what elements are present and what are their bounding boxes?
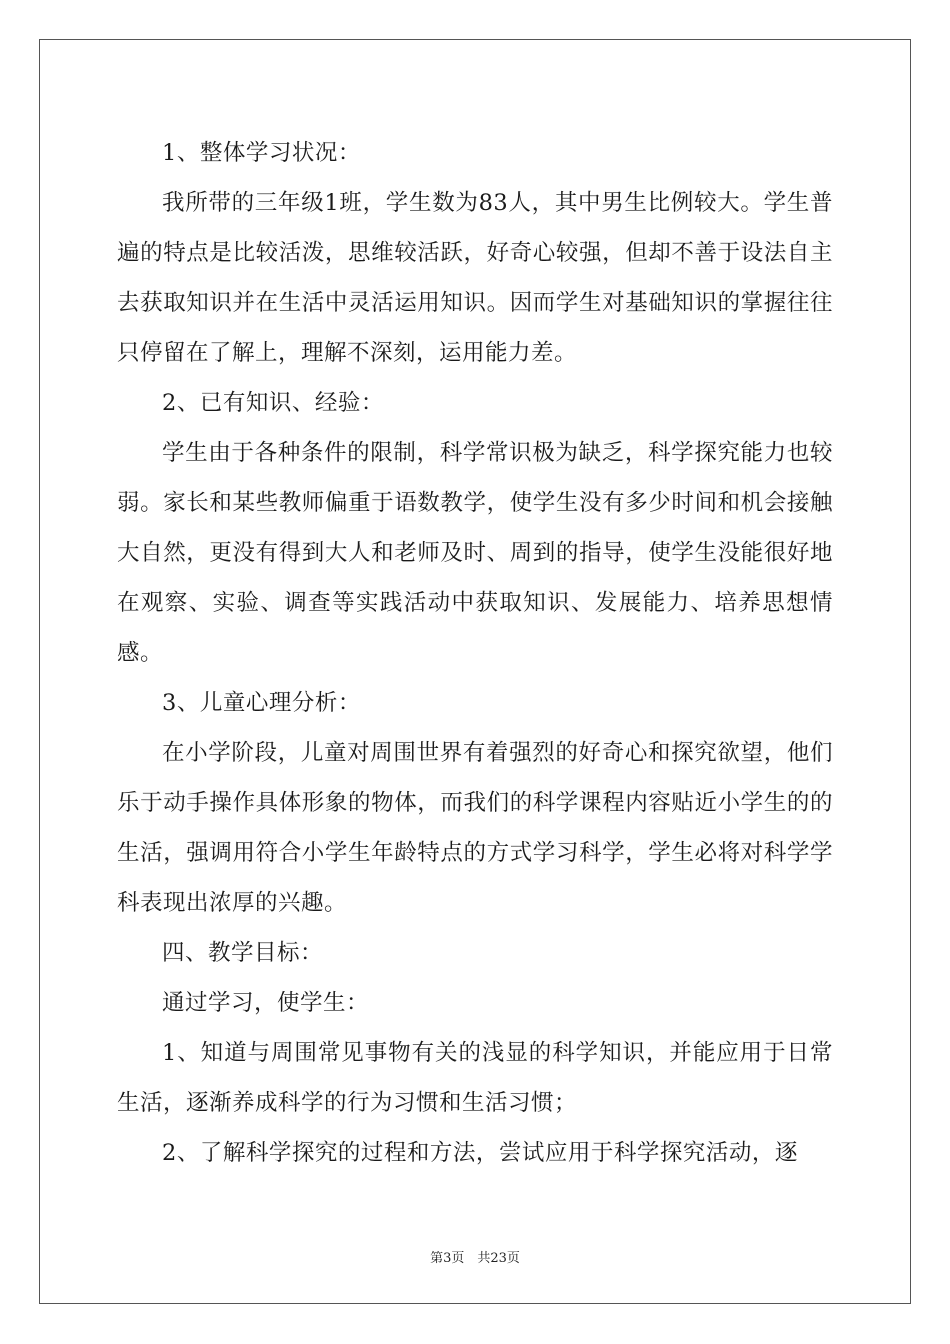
paragraph-heading-overall-status: 1、整体学习状况：	[162, 140, 361, 166]
paragraph-goal-1: 1、知道与周围常见事物有关的浅显的科学知识，并能应用于日常生活，逐渐养成科学的行为习惯和生活习惯；	[117, 1040, 833, 1116]
paragraph-heading-teaching-goals: 四、教学目标：	[162, 940, 324, 966]
paragraph-heading-prior-knowledge: 2、已有知识、经验：	[162, 390, 384, 416]
paragraph-heading-psychology: 3、儿童心理分析：	[162, 690, 361, 716]
paragraph-goals-intro: 通过学习，使学生：	[162, 990, 370, 1016]
paragraph-psychology: 在小学阶段，儿童对周围世界有着强烈的好奇心和探究欲望，他们乐于动手操作具体形象的物体，而我们的科学课程内容贴近小学生的的生活，强调用符合小学生年龄特点的方式学习科学，学生必将对科学学科表现出浓厚的兴趣。	[117, 740, 833, 916]
paragraph-prior-knowledge: 学生由于各种条件的限制，科学常识极为缺乏，科学探究能力也较弱。家长和某些教师偏重于语数教学，使学生没有多少时间和机会接触大自然，更没有得到大人和老师及时、周到的指导，使学生没能很好地在观察、实验、调查等实践活动中获取知识、发展能力、培养思想情感。	[117, 440, 833, 666]
page-number-footer: 第3页 共23页	[430, 1251, 520, 1266]
document-body	[117, 128, 833, 1178]
paragraph-overall-status: 我所带的三年级1班，学生数为83人，其中男生比例较大。学生普遍的特点是比较活泼，思维较活跃，好奇心较强，但却不善于设法自主去获取知识并在生活中灵活运用知识。因而学生对基础知识的掌握往往只停留在了解上，理解不深刻，运用能力差。	[117, 190, 833, 366]
paragraph-goal-2: 2、了解科学探究的过程和方法，尝试应用于科学探究活动，逐	[162, 1140, 798, 1166]
